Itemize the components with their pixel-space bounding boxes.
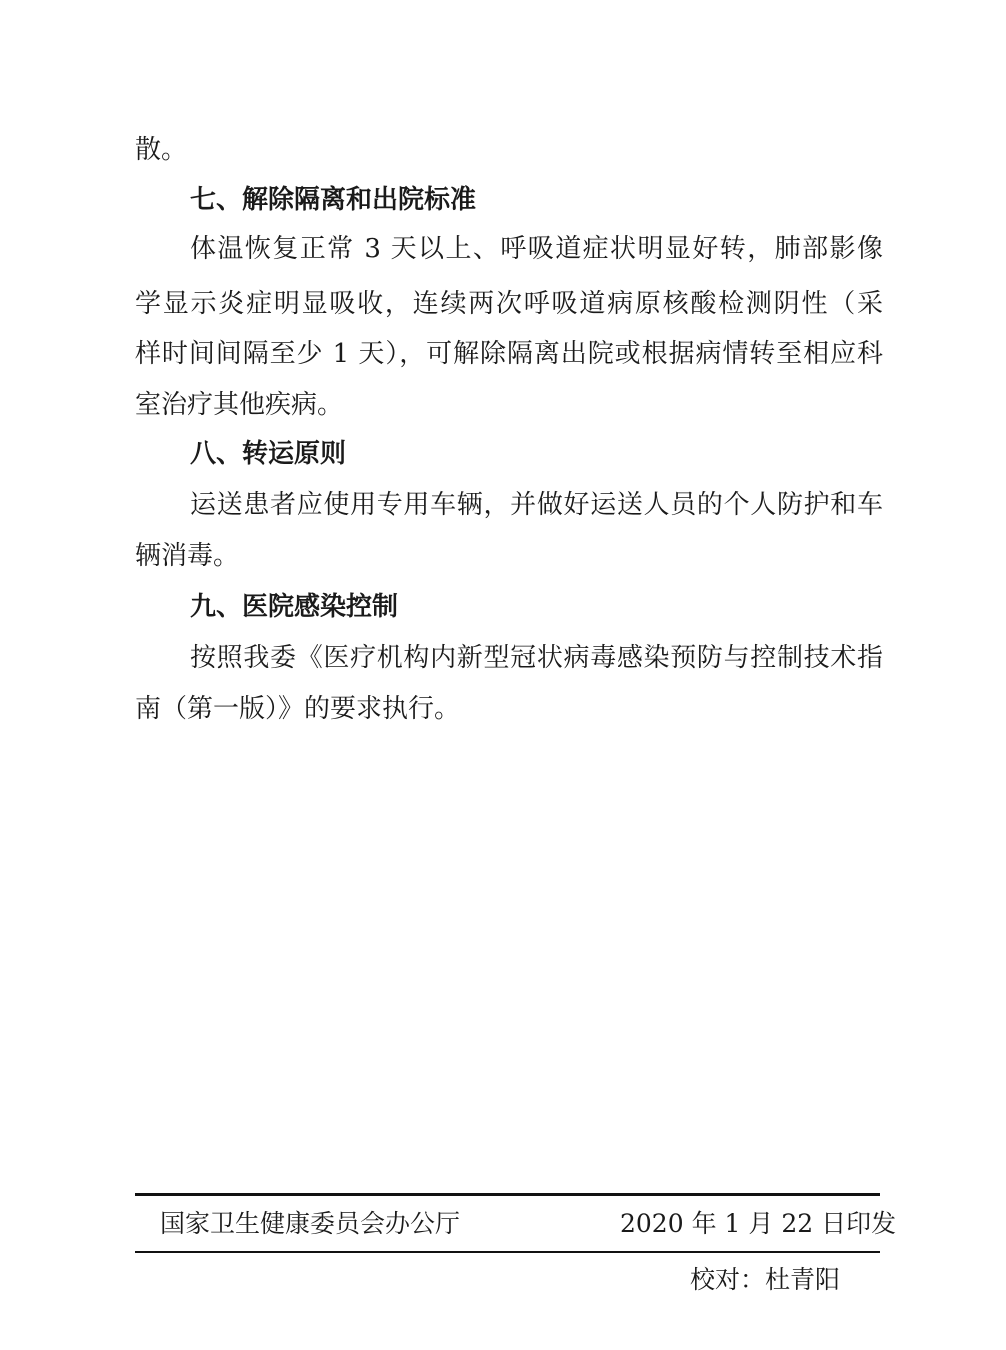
body-text-line: 南（第一版）》的要求执行。 xyxy=(135,694,461,724)
body-text-line: 辆消毒。 xyxy=(135,541,240,571)
body-text-line: 学显示炎症明显吸收，连续两次呼吸道病原核酸检测阴性（采 xyxy=(135,289,883,319)
print-date: 2020 年 1 月 22 日印发 xyxy=(620,1209,897,1238)
footer-top-rule xyxy=(135,1193,880,1196)
body-text-line: 按照我委《医疗机构内新型冠状病毒感染预防与控制技术指 xyxy=(190,643,883,673)
body-text-line: 室治疗其他疾病。 xyxy=(135,390,344,420)
body-text-line: 样时间间隔至少 1 天），可解除隔离出院或根据病情转至相应科 xyxy=(135,339,883,369)
section-heading-9: 九、医院感染控制 xyxy=(190,592,399,622)
issuer-name: 国家卫生健康委员会办公厅 xyxy=(160,1209,461,1238)
section-heading-7: 七、解除隔离和出院标准 xyxy=(190,185,477,215)
proofreader: 校对：杜青阳 xyxy=(690,1265,841,1294)
body-text-line: 体温恢复正常 3 天以上、呼吸道症状明显好转，肺部影像 xyxy=(190,234,883,264)
body-text-line: 散。 xyxy=(135,135,188,165)
footer-bottom-rule xyxy=(135,1251,880,1253)
section-heading-8: 八、转运原则 xyxy=(190,439,347,469)
body-text-line: 运送患者应使用专用车辆，并做好运送人员的个人防护和车 xyxy=(190,490,883,520)
